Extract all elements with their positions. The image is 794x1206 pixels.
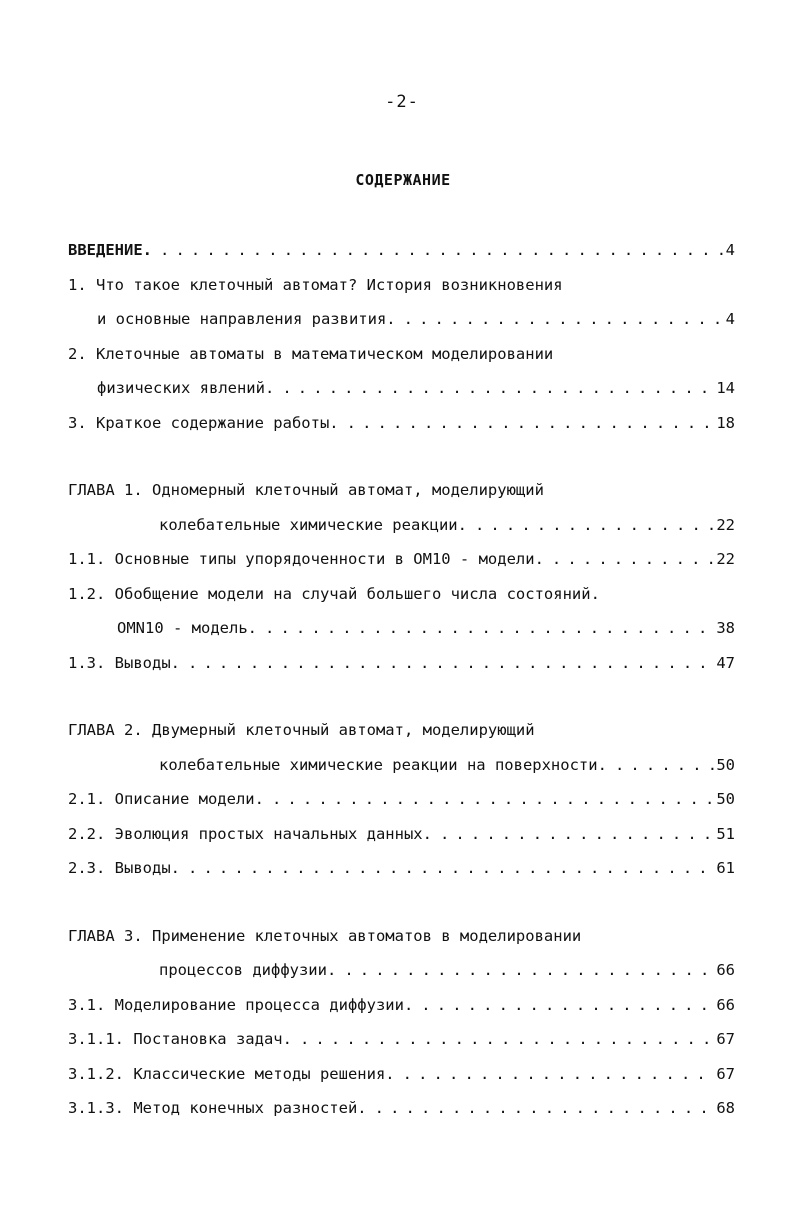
toc-entry-text: 3. Краткое содержание работы. [68, 413, 339, 432]
toc-entry-text: 2.2. Эволюция простых начальных данных. [68, 824, 432, 843]
toc-line [68, 611, 735, 646]
toc-line [68, 268, 735, 303]
toc-entry-text: ГЛАВА 2. Двумерный клеточный автомат, моделирующий [68, 721, 535, 739]
toc-entry [68, 782, 735, 817]
toc-page-number: 22 [716, 515, 735, 534]
dot-leader [160, 233, 724, 268]
toc-entry-text: физических явлений. [97, 379, 275, 397]
toc-line [68, 817, 735, 852]
toc-entry-text: 2.1. Описание модели. [68, 790, 264, 808]
toc-page-number: 50 [716, 755, 735, 774]
toc-title: СОДЕРЖАНИЕ [355, 171, 451, 189]
toc-page-number: 61 [716, 859, 735, 877]
toc-page-number: 67 [716, 1064, 735, 1083]
toc-page-number: 67 [716, 1030, 735, 1048]
toc-line [68, 508, 735, 543]
dot-leader [404, 302, 724, 337]
toc-line [68, 1057, 735, 1092]
toc-entry [68, 713, 735, 782]
toc-page-number: 18 [716, 413, 735, 432]
toc-line [68, 646, 735, 681]
toc-line [68, 337, 735, 372]
toc-page-number: 4 [725, 310, 735, 328]
toc-section [68, 919, 735, 1126]
toc-entry [68, 577, 735, 646]
toc-entry-text: ГЛАВА 3. Применение клеточных автоматов в моделировании [68, 926, 582, 945]
toc-section [68, 713, 735, 886]
dot-leader [188, 851, 714, 886]
toc-entry-text: ВВЕДЕНИЕ. [68, 241, 152, 259]
toc-line [68, 748, 735, 783]
toc-entry [68, 919, 735, 988]
toc-entry [68, 1022, 735, 1057]
dot-leader [475, 508, 714, 543]
toc-page-number: 66 [716, 995, 735, 1014]
toc-page-number: 51 [716, 824, 735, 843]
toc-entry-text: 3.1. Моделирование процесса диффузии. [68, 995, 414, 1014]
toc-line [68, 988, 735, 1023]
dot-leader [188, 646, 714, 681]
toc-line [68, 542, 735, 577]
toc-entry-text: OMN10 - модель. [117, 619, 257, 637]
toc-entry-text: 1.2. Обобщение модели на случай большего числа состояний. [68, 584, 600, 603]
toc-entry [68, 851, 735, 886]
toc-entry-text: колебательные химические реакции на поверхности. [159, 755, 607, 774]
toc-page-number: 22 [716, 550, 735, 568]
dot-leader [615, 748, 714, 783]
toc-entry [68, 1091, 735, 1126]
toc-line [68, 577, 735, 612]
toc-section [68, 473, 735, 680]
toc-page-number: 50 [716, 790, 735, 808]
toc-line [68, 233, 735, 268]
toc-entry-text: 1.3. Выводы. [68, 653, 180, 672]
toc-page-number: 14 [716, 379, 735, 397]
toc-entry-text: 1. Что такое клеточный автомат? История возникновения [68, 275, 563, 294]
toc-line [68, 851, 735, 886]
page-number: -2- [385, 92, 419, 112]
dot-leader [552, 542, 714, 577]
toc-entry [68, 646, 735, 681]
dot-leader [300, 1022, 714, 1057]
toc-line [68, 302, 735, 337]
toc-line [68, 371, 735, 406]
toc-section [68, 233, 735, 440]
toc-entry [68, 817, 735, 852]
toc-line [68, 953, 735, 988]
toc-entry [68, 542, 735, 577]
dot-leader [265, 611, 714, 646]
dot-leader [347, 406, 715, 441]
toc-entry-text: и основные направления развития. [97, 310, 396, 328]
toc-line [68, 406, 735, 441]
toc-entry-text: 2. Клеточные автоматы в математическом моделировании [68, 344, 554, 363]
dot-leader [421, 988, 714, 1023]
toc-entry [68, 337, 735, 406]
toc-entry-text: 3.1.1. Постановка задач. [68, 1030, 292, 1048]
toc-entry-text: колебательные химические реакции. [159, 515, 467, 534]
toc-page-number: 47 [716, 653, 735, 672]
table-of-contents [68, 233, 735, 1159]
dot-leader [344, 953, 714, 988]
dot-leader [403, 1057, 715, 1092]
toc-entry [68, 268, 735, 337]
toc-entry [68, 233, 735, 268]
toc-entry-text: процессов диффузии. [159, 961, 337, 979]
dot-leader [282, 371, 714, 406]
toc-entry [68, 1057, 735, 1092]
toc-entry-text: 1.1. Основные типы упорядоченности в ОМ10 - модели. [68, 550, 544, 568]
toc-page-number: 68 [716, 1099, 735, 1117]
toc-entry-text: 3.1.3. Метод конечных разностей. [68, 1099, 367, 1117]
toc-entry [68, 988, 735, 1023]
toc-page-number: 38 [716, 619, 735, 637]
toc-page-number: 66 [716, 961, 735, 979]
toc-entry-text: 3.1.2. Классические методы решения. [68, 1064, 395, 1083]
toc-line [68, 919, 735, 954]
toc-entry [68, 473, 735, 542]
toc-line [68, 1091, 735, 1126]
toc-line [68, 713, 735, 748]
toc-entry-text: ГЛАВА 1. Одномерный клеточный автомат, моделирующий [68, 481, 544, 499]
toc-entry-text: 2.3. Выводы. [68, 859, 180, 877]
toc-page-number: 4 [725, 241, 735, 259]
toc-line [68, 473, 735, 508]
toc-line [68, 782, 735, 817]
toc-line [68, 1022, 735, 1057]
dot-leader [375, 1091, 715, 1126]
toc-entry [68, 406, 735, 441]
dot-leader [272, 782, 714, 817]
dot-leader [440, 817, 714, 852]
